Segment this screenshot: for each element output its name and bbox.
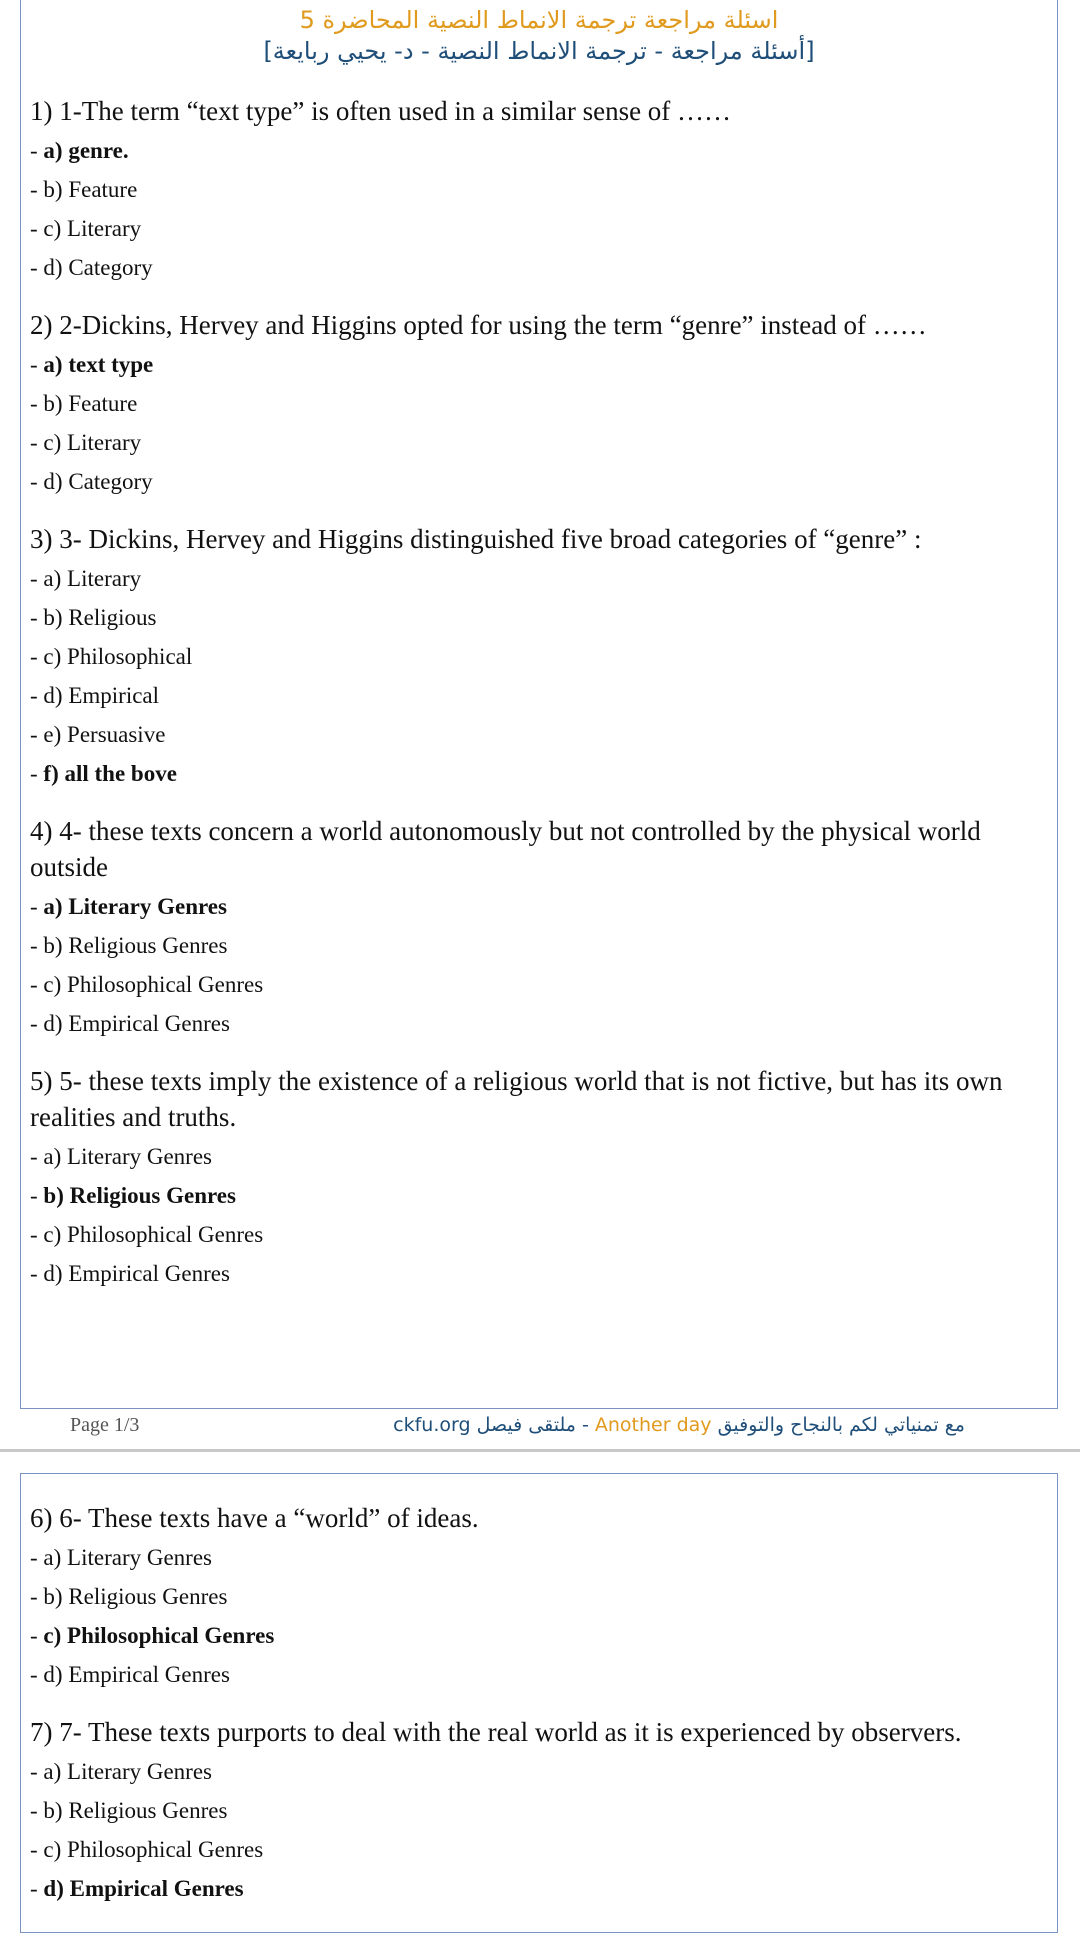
option-bullet: - xyxy=(30,469,44,494)
option-bullet: - xyxy=(30,255,44,280)
question-block-1 xyxy=(30,93,1057,287)
option-bullet: - xyxy=(30,177,44,202)
option-text: b) Feature xyxy=(43,177,138,202)
option-text: d) Empirical Genres xyxy=(43,1261,230,1286)
option-bullet: - xyxy=(30,352,44,377)
answer-option-correct xyxy=(30,754,1057,793)
footer-credit-site: - ملتقى فيصل ckfu.org xyxy=(393,1414,595,1436)
question-text: 7) 7- These texts purports to deal with the real world as it is experienced by observers. xyxy=(30,1717,962,1747)
option-bullet: - xyxy=(30,1662,44,1687)
page-header xyxy=(21,5,1057,67)
option-text: a) Literary Genres xyxy=(43,1545,212,1570)
option-bullet: - xyxy=(30,1545,44,1570)
option-bullet: - xyxy=(30,566,44,591)
option-text: b) Feature xyxy=(43,391,138,416)
option-text: d) Empirical xyxy=(43,683,160,708)
answer-option xyxy=(30,1215,1057,1254)
option-bullet: - xyxy=(30,138,44,163)
answer-option xyxy=(30,1752,1057,1791)
option-bullet: - xyxy=(30,761,44,786)
option-bullet: - xyxy=(30,1222,44,1247)
option-bullet: - xyxy=(30,1798,44,1823)
option-bullet: - xyxy=(30,972,44,997)
footer-credit-wish: مع تمنياتي لكم بالنجاح والتوفيق xyxy=(711,1414,965,1436)
question-block-7 xyxy=(30,1714,1057,1908)
answer-option xyxy=(30,248,1057,287)
header-title: اسئلة مراجعة ترجمة الانماط النصية المحاضرة 5 xyxy=(299,6,779,34)
option-bullet: - xyxy=(30,644,44,669)
page-separator xyxy=(0,1449,1080,1452)
option-text: a) genre. xyxy=(43,138,129,163)
option-bullet: - xyxy=(30,1876,44,1901)
answer-option-correct xyxy=(30,1176,1057,1215)
option-text: b) Religious Genres xyxy=(43,1798,228,1823)
option-text: a) Literary Genres xyxy=(43,1759,212,1784)
answer-option xyxy=(30,1791,1057,1830)
option-text: a) Literary Genres xyxy=(43,1144,212,1169)
question-block-4 xyxy=(30,813,1057,1043)
question-block-5 xyxy=(30,1063,1057,1293)
option-text: a) text type xyxy=(43,352,154,377)
option-text: d) Empirical Genres xyxy=(43,1011,230,1036)
question-block-2 xyxy=(30,307,1057,501)
question-block-3 xyxy=(30,521,1057,793)
option-bullet: - xyxy=(30,391,44,416)
document-page-1 xyxy=(20,0,1058,1409)
answer-option xyxy=(30,598,1057,637)
questions-list-page-1 xyxy=(21,67,1057,1293)
document-page-2 xyxy=(20,1473,1058,1933)
answer-option xyxy=(30,170,1057,209)
answer-option xyxy=(30,1655,1057,1694)
answer-option xyxy=(30,715,1057,754)
answer-option xyxy=(30,965,1057,1004)
answer-option-correct xyxy=(30,131,1057,170)
option-text: a) Literary Genres xyxy=(43,894,227,919)
option-text: c) Philosophical Genres xyxy=(43,1837,264,1862)
question-text: 5) 5- these texts imply the existence of a religious world that is not fictive, but has its own realities and truths. xyxy=(30,1066,1003,1132)
question-text: 1) 1-The term “text type” is often used in a similar sense of …… xyxy=(30,96,732,126)
option-text: c) Philosophical Genres xyxy=(43,1222,264,1247)
option-text: b) Religious Genres xyxy=(43,1584,228,1609)
option-bullet: - xyxy=(30,683,44,708)
questions-list-page-2 xyxy=(21,1474,1057,1908)
answer-option xyxy=(30,926,1057,965)
question-block-6 xyxy=(30,1500,1057,1694)
option-bullet: - xyxy=(30,605,44,630)
option-text: c) Philosophical Genres xyxy=(43,972,264,997)
option-bullet: - xyxy=(30,1623,44,1648)
option-text: d) Empirical Genres xyxy=(43,1662,230,1687)
option-bullet: - xyxy=(30,430,44,455)
option-bullet: - xyxy=(30,1144,44,1169)
option-text: c) Philosophical xyxy=(43,644,193,669)
question-text: 6) 6- These texts have a “world” of ideas. xyxy=(30,1503,479,1533)
footer-credit xyxy=(393,1414,965,1436)
answer-option xyxy=(30,1538,1057,1577)
answer-option xyxy=(30,423,1057,462)
footer-credit-author: Another day xyxy=(594,1414,712,1436)
option-bullet: - xyxy=(30,894,44,919)
answer-option xyxy=(30,1577,1057,1616)
answer-option xyxy=(30,1137,1057,1176)
option-text: d) Category xyxy=(43,469,153,494)
option-text: e) Persuasive xyxy=(43,722,166,747)
option-text: b) Religious xyxy=(43,605,157,630)
option-bullet: - xyxy=(30,1837,44,1862)
option-bullet: - xyxy=(30,933,44,958)
option-text: d) Empirical Genres xyxy=(43,1876,244,1901)
question-text: 3) 3- Dickins, Hervey and Higgins distinguished five broad categories of “genre” : xyxy=(30,524,922,554)
page-number: Page 1/3 xyxy=(70,1414,140,1436)
option-text: c) Philosophical Genres xyxy=(43,1623,275,1648)
answer-option xyxy=(30,637,1057,676)
option-bullet: - xyxy=(30,722,44,747)
option-bullet: - xyxy=(30,1584,44,1609)
option-text: f) all the bove xyxy=(43,761,177,786)
option-text: d) Category xyxy=(43,255,153,280)
option-bullet: - xyxy=(30,1183,44,1208)
answer-option-correct xyxy=(30,1616,1057,1655)
option-bullet: - xyxy=(30,1759,44,1784)
option-text: b) Religious Genres xyxy=(43,1183,236,1208)
option-text: c) Literary xyxy=(43,216,142,241)
answer-option xyxy=(30,1004,1057,1043)
answer-option xyxy=(30,1254,1057,1293)
question-text: 4) 4- these texts concern a world autonomously but not controlled by the physical world outside xyxy=(30,816,981,882)
answer-option xyxy=(30,559,1057,598)
header-subtitle: [أسئلة مراجعة - ترجمة الانماط النصية - د- يحيي ربايعة] xyxy=(263,37,815,65)
answer-option-correct xyxy=(30,345,1057,384)
answer-option xyxy=(30,1830,1057,1869)
answer-option-correct xyxy=(30,887,1057,926)
answer-option xyxy=(30,209,1057,248)
answer-option-correct xyxy=(30,1869,1057,1908)
option-text: a) Literary xyxy=(43,566,142,591)
question-text: 2) 2-Dickins, Hervey and Higgins opted for using the term “genre” instead of …… xyxy=(30,310,927,340)
option-text: b) Religious Genres xyxy=(43,933,228,958)
option-bullet: - xyxy=(30,1261,44,1286)
option-bullet: - xyxy=(30,216,44,241)
option-text: c) Literary xyxy=(43,430,142,455)
answer-option xyxy=(30,384,1057,423)
option-bullet: - xyxy=(30,1011,44,1036)
answer-option xyxy=(30,676,1057,715)
page-footer xyxy=(0,1408,1080,1442)
answer-option xyxy=(30,462,1057,501)
